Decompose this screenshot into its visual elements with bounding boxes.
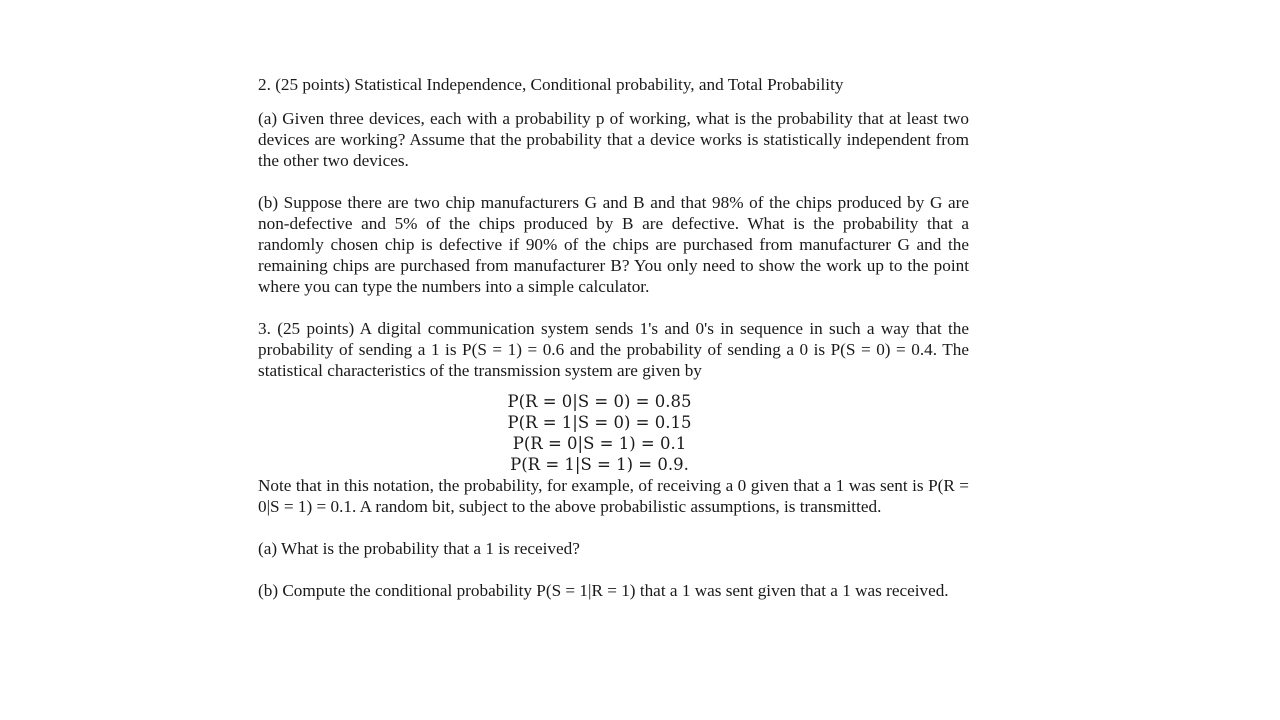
problem-3-part-a: (a) What is the probability that a 1 is received? [258,539,580,558]
problem-3-note: Note that in this notation, the probability, for example, of receiving a 0 given that a 1 was sent is P(R = 0|S = 1) = 0.1. A random bit, subject to the above probabilistic assumptions, is transmitted. [258,476,969,516]
equation-line: P(R = 1|S = 1) = 0.9. [510,455,689,474]
spacer [258,559,969,580]
document-page [258,74,969,601]
probability-equations [258,391,969,475]
equation-line: P(R = 0|S = 0) = 0.85 [507,392,692,411]
spacer [258,171,969,192]
problem-2-part-a: (a) Given three devices, each with a probability p of working, what is the probability that at least two devices are working? Assume that the probability that a device works is statistically independent from the other two devices. [258,109,969,170]
spacer [258,297,969,318]
problem-2-heading: 2. (25 points) Statistical Independence, Conditional probability, and Total Probability [258,75,844,94]
spacer [258,517,969,538]
equation-line: P(R = 1|S = 0) = 0.15 [507,413,692,432]
problem-2-part-b: (b) Suppose there are two chip manufacturers G and B and that 98% of the chips produced by G are non-defective and 5% of the chips produced by B are defective. What is the probability that a randomly chosen chip is defective if 90% of the chips are purchased from manufacturer G and the remaining chips are purchased from manufacturer B? You only need to show the work up to the point where you can type the numbers into a simple calculator. [258,193,969,296]
equation-line: P(R = 0|S = 1) = 0.1 [512,434,687,453]
problem-3-part-b: (b) Compute the conditional probability P(S = 1|R = 1) that a 1 was sent given that a 1 was received. [258,581,949,600]
problem-3-intro: 3. (25 points) A digital communication system sends 1's and 0's in sequence in such a way that the probability of sending a 1 is P(S = 1) = 0.6 and the probability of sending a 0 is P(S = 0) = 0.4. The statistical characteristics of the transmission system are given by [258,319,969,380]
